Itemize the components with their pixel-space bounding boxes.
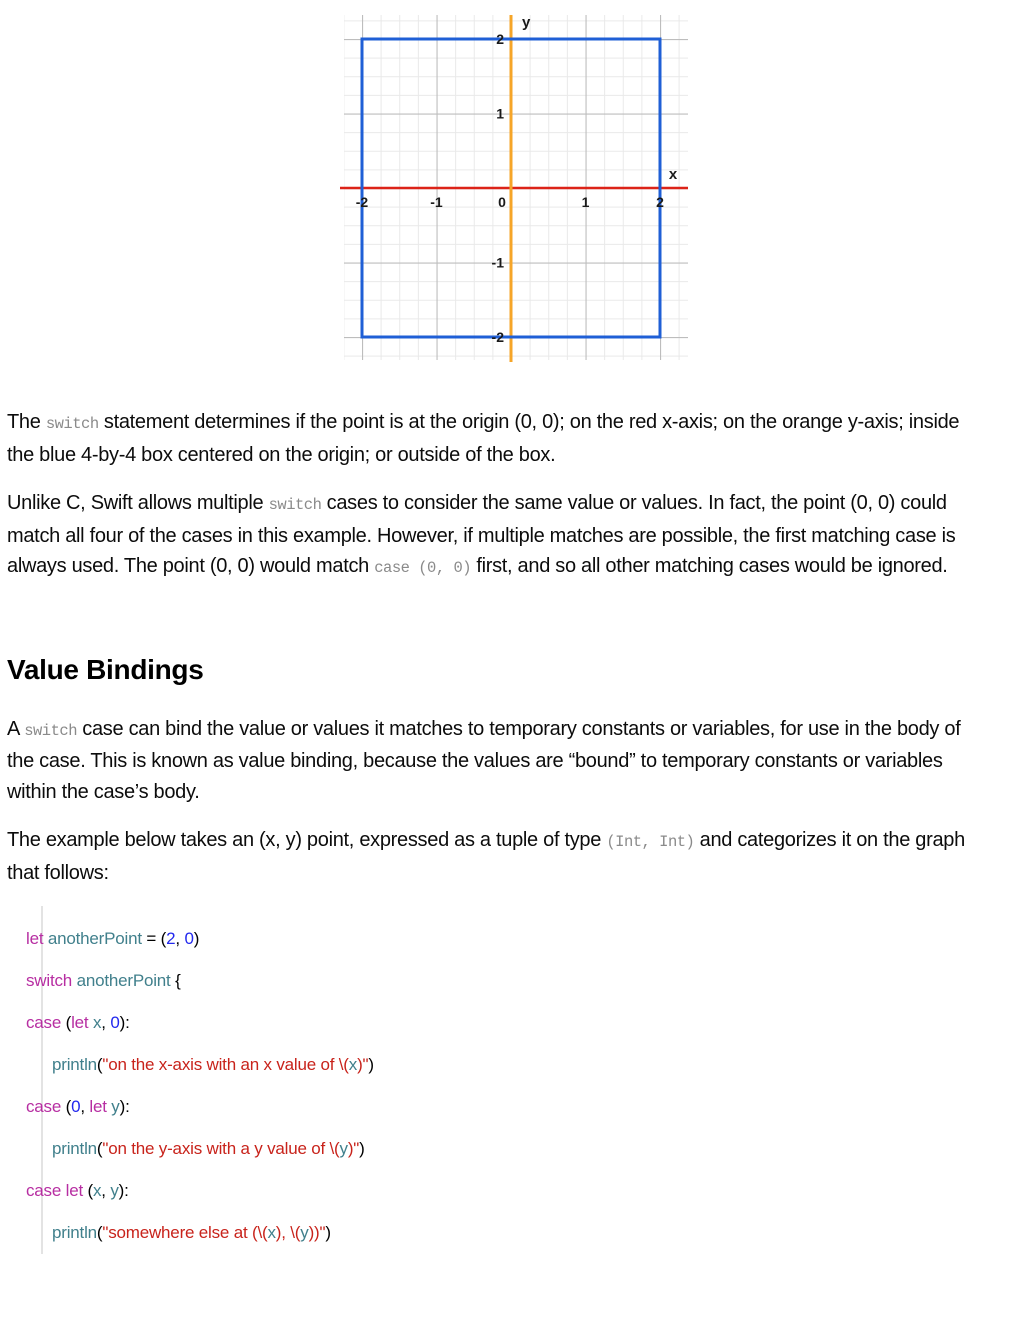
code-token: )" <box>347 1139 360 1158</box>
y-tick-label: -2 <box>491 329 504 345</box>
code-token: switch <box>26 971 73 990</box>
text-run: cases to consider the same value or values. In fact, the point (0, 0) could match all four of the cases in this example. However, if multiple matches are possible, the first matching case is always used. The point (0, 0) would match <box>7 492 956 577</box>
x-tick-label: -2 <box>355 194 369 210</box>
text-run: first, and so all other matching cases would be ignored. <box>471 555 948 577</box>
code-token: println <box>52 1139 97 1158</box>
text-run: statement determines if the point is at the origin (0, 0); on the red x-axis; on the orange y-axis; inside the blue 4-by-4 box centered on the origin; or outside of the box. <box>7 411 960 466</box>
code-token: let <box>26 929 44 948</box>
code-token: = ( <box>141 929 167 948</box>
code-token: case <box>26 1013 62 1032</box>
inline-code: case (0, 0) <box>374 559 472 577</box>
code-token: case <box>26 1181 62 1200</box>
code-token: x <box>348 1055 358 1074</box>
code-token: let <box>71 1013 89 1032</box>
code-token: ( <box>83 1181 93 1200</box>
inline-code: switch <box>45 415 99 433</box>
y-tick-label: -1 <box>491 254 504 271</box>
code-token: ) <box>368 1055 374 1074</box>
paragraph-switch-overview <box>7 407 984 470</box>
inline-code: switch <box>268 496 322 514</box>
code-line <box>7 1128 984 1170</box>
section-heading-value-bindings: Value Bindings <box>7 653 204 685</box>
paragraph-multiple-cases <box>7 488 984 584</box>
code-token: let <box>65 1181 83 1200</box>
code-line <box>7 1002 984 1044</box>
code-token: y <box>300 1223 309 1242</box>
code-token: )" <box>357 1055 369 1074</box>
code-token: anotherPoint <box>76 971 171 990</box>
code-token: "on the y-axis with a y value of \( <box>102 1139 340 1158</box>
code-token: anotherPoint <box>47 929 142 948</box>
code-token: x <box>267 1223 276 1242</box>
code-token: ) <box>193 929 200 948</box>
code-line <box>7 1212 984 1254</box>
x-tick-label: 0 <box>498 194 506 210</box>
code-token: { <box>170 971 181 990</box>
code-token: , <box>175 929 185 948</box>
code-line <box>7 1170 984 1212</box>
code-line <box>7 918 984 960</box>
y-tick-label: 1 <box>496 105 504 122</box>
code-token: let <box>89 1097 107 1116</box>
code-token: ): <box>119 1013 130 1032</box>
code-token: 2 <box>166 929 176 948</box>
text-run: Unlike C, Swift allows multiple <box>7 492 269 514</box>
code-token: ) <box>359 1139 365 1158</box>
text-run: The example below takes an (x, y) point, expressed as a tuple of type <box>7 829 607 851</box>
code-token: y <box>339 1139 348 1158</box>
code-token: 0 <box>71 1097 81 1116</box>
text-run: and categorizes it on the graph that follows: <box>7 829 965 884</box>
inline-code: (Int, Int) <box>606 833 695 851</box>
inline-code: switch <box>24 721 78 740</box>
code-line <box>7 960 984 1002</box>
code-token: x <box>92 1181 102 1200</box>
code-token: ))" <box>308 1223 326 1242</box>
text-run: case can bind the value or values it matches to temporary constants or variables, for use in the body of the case. This is known as value binding, because the values are “bound” to temporary constants or variables within the case’s body. <box>7 717 961 803</box>
code-token: ( <box>96 1055 103 1074</box>
text-run: A <box>7 717 25 740</box>
code-token: y <box>110 1181 119 1200</box>
code-token: case <box>26 1097 62 1116</box>
y-tick-label: 2 <box>496 31 504 47</box>
code-token: ), \( <box>275 1223 301 1242</box>
code-token: ) <box>325 1223 331 1242</box>
x-tick-label: 2 <box>656 194 664 210</box>
coordinate-graph-figure <box>336 6 688 373</box>
code-token: "on the x-axis with an x value of \( <box>102 1055 349 1074</box>
code-block <box>7 910 984 1256</box>
code-token: y <box>111 1097 120 1116</box>
code-token: println <box>52 1055 97 1074</box>
code-token: ( <box>61 1013 72 1032</box>
coordinate-graph <box>336 6 688 368</box>
code-token: 0 <box>184 929 194 948</box>
text-run: The <box>7 411 46 433</box>
paragraph-value-binding-intro <box>7 714 984 808</box>
code-token: ): <box>119 1097 130 1116</box>
y-axis-label: y <box>522 14 531 31</box>
code-token: ( <box>96 1139 103 1158</box>
x-tick-label: 1 <box>581 194 590 210</box>
code-token: , <box>101 1181 111 1200</box>
x-axis-label: x <box>668 166 678 183</box>
code-token: println <box>52 1223 97 1242</box>
code-line <box>7 1086 984 1128</box>
article-body <box>0 407 1024 1256</box>
code-token: , <box>101 1013 111 1032</box>
x-tick-label: -1 <box>430 194 443 210</box>
code-line <box>7 1044 984 1086</box>
code-token: "somewhere else at (\( <box>102 1223 268 1242</box>
code-token: ): <box>118 1181 129 1200</box>
code-token: ( <box>96 1223 103 1242</box>
code-token: ( <box>61 1097 72 1116</box>
code-token: x <box>92 1013 102 1032</box>
paragraph-example-intro <box>7 825 984 888</box>
code-token: , <box>80 1097 90 1116</box>
code-token: 0 <box>110 1013 120 1032</box>
